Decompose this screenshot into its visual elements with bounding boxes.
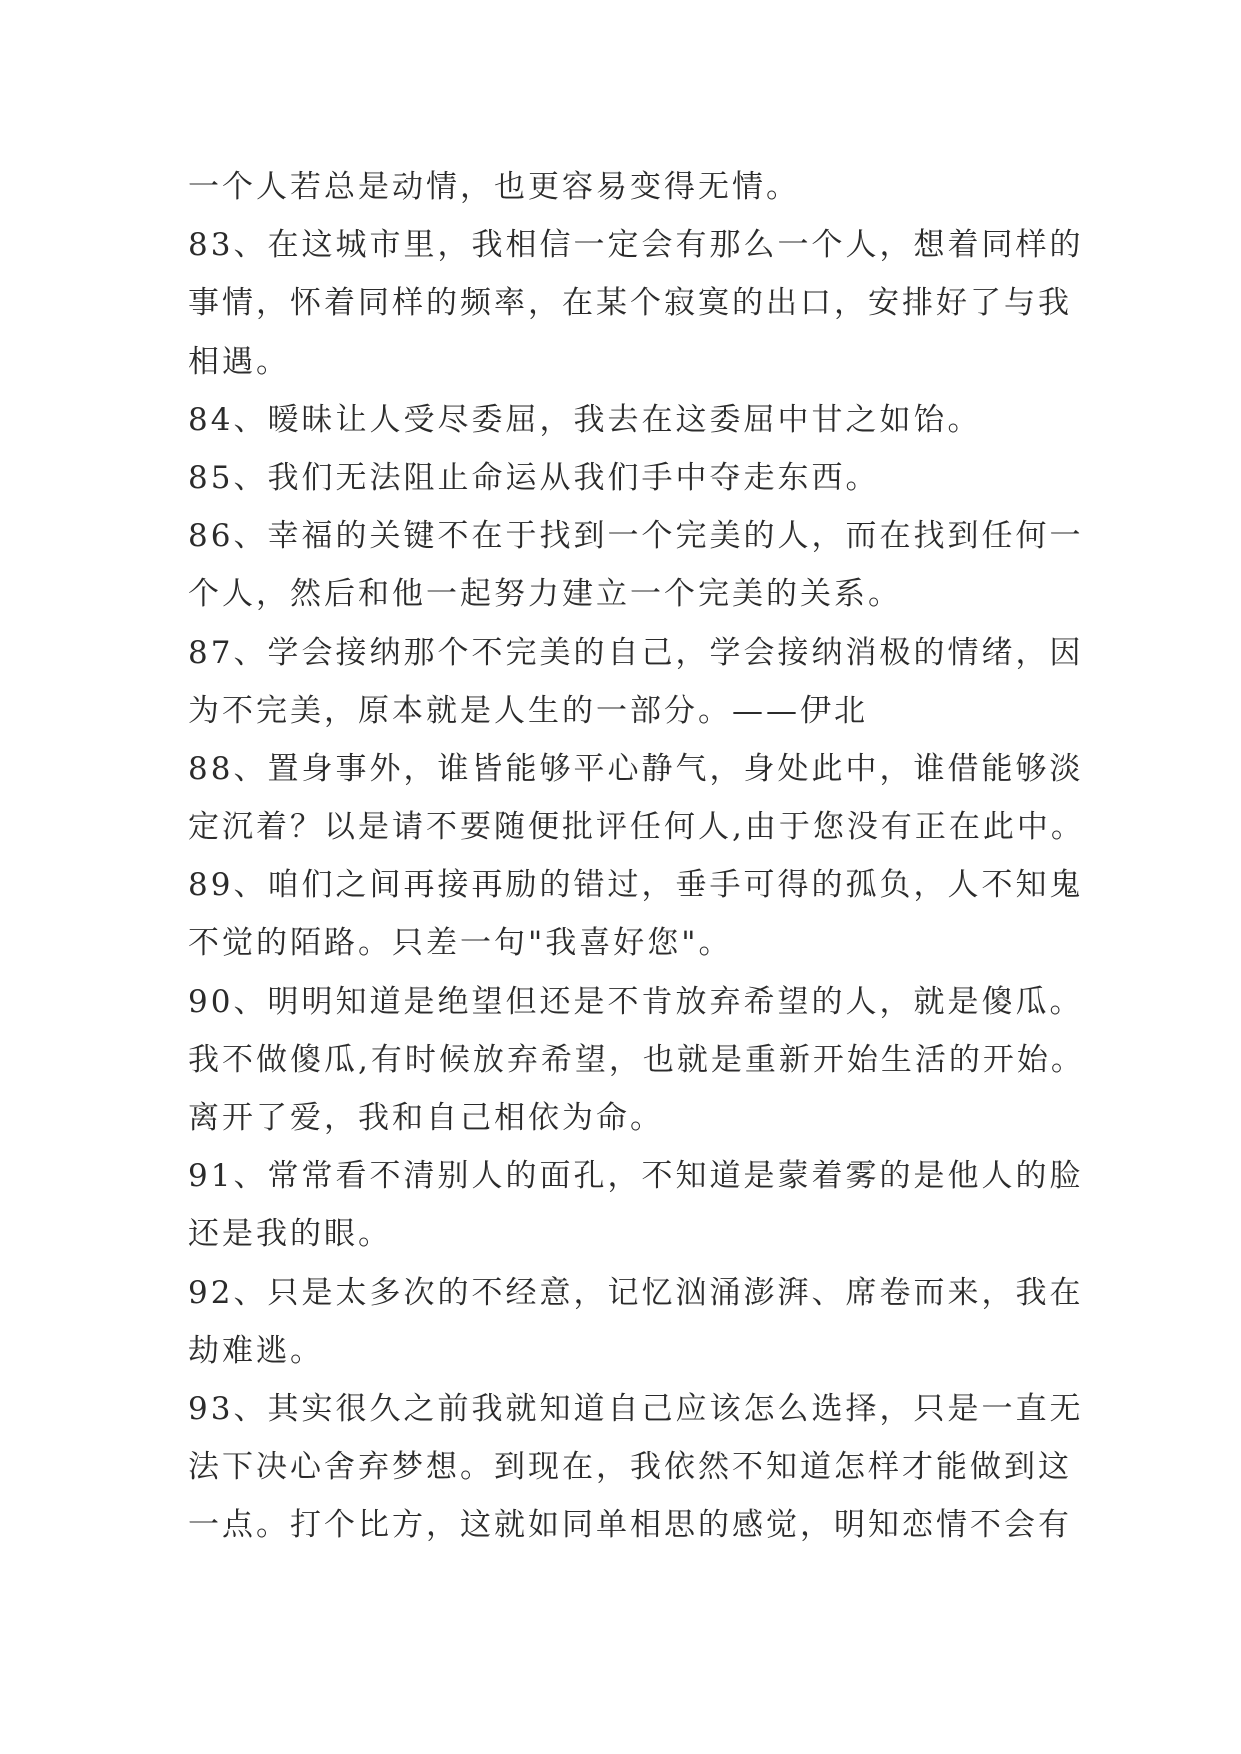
text-line: 87、学会接纳那个不完美的自己，学会接纳消极的情绪，因 (188, 634, 1084, 671)
text-line: 88、置身事外，谁皆能够平心静气，身处此中，谁借能够淡 (188, 750, 1084, 787)
text-line: 89、咱们之间再接再励的错过，垂手可得的孤负，人不知鬼 (188, 867, 1084, 904)
text-line: 一点。打个比方，这就如同单相思的感觉，明知恋情不会有 (188, 1507, 1072, 1544)
text-line: 定沉着？以是请不要随便批评任何人,由于您没有正在此中。 (188, 809, 1085, 846)
text-line: 还是我的眼。 (188, 1216, 392, 1253)
text-line: 83、在这城市里，我相信一定会有那么一个人，想着同样的 (188, 227, 1084, 264)
text-line: 事情，怀着同样的频率，在某个寂寞的出口，安排好了与我 (188, 285, 1072, 322)
text-line: 90、明明知道是绝望但还是不肯放弃希望的人，就是傻瓜。 (188, 983, 1084, 1020)
text-line: 我不做傻瓜,有时候放弃希望，也就是重新开始生活的开始。 (188, 1041, 1085, 1078)
text-line: 85、我们无法阻止命运从我们手中夺走东西。 (188, 459, 880, 496)
text-line: 一个人若总是动情，也更容易变得无情。 (188, 169, 800, 205)
text-line: 86、幸福的关键不在于找到一个完美的人，而在找到任何一 (188, 518, 1084, 555)
text-line: 93、其实很久之前我就知道自己应该怎么选择，只是一直无 (188, 1390, 1084, 1427)
text-line: 91、常常看不清别人的面孔，不知道是蒙着雾的是他人的脸 (188, 1158, 1084, 1195)
text-line: 离开了爱，我和自己相依为命。 (188, 1100, 664, 1136)
text-line: 劫难逃。 (188, 1332, 324, 1369)
text-line: 84、暧昧让人受尽委屈，我去在这委屈中甘之如饴。 (188, 401, 982, 438)
document-body (188, 158, 1085, 1555)
text-line: 不觉的陌路。只差一句"我喜好您"。 (188, 925, 733, 962)
text-line: 相遇。 (188, 343, 290, 380)
text-line: 为不完美，原本就是人生的一部分。——伊北 (188, 692, 868, 729)
text-line: 92、只是太多次的不经意，记忆汹涌澎湃、席卷而来，我在 (188, 1274, 1084, 1311)
text-line: 法下决心舍弃梦想。到现在，我依然不知道怎样才能做到这 (188, 1449, 1072, 1486)
text-line: 个人，然后和他一起努力建立一个完美的关系。 (188, 576, 902, 613)
